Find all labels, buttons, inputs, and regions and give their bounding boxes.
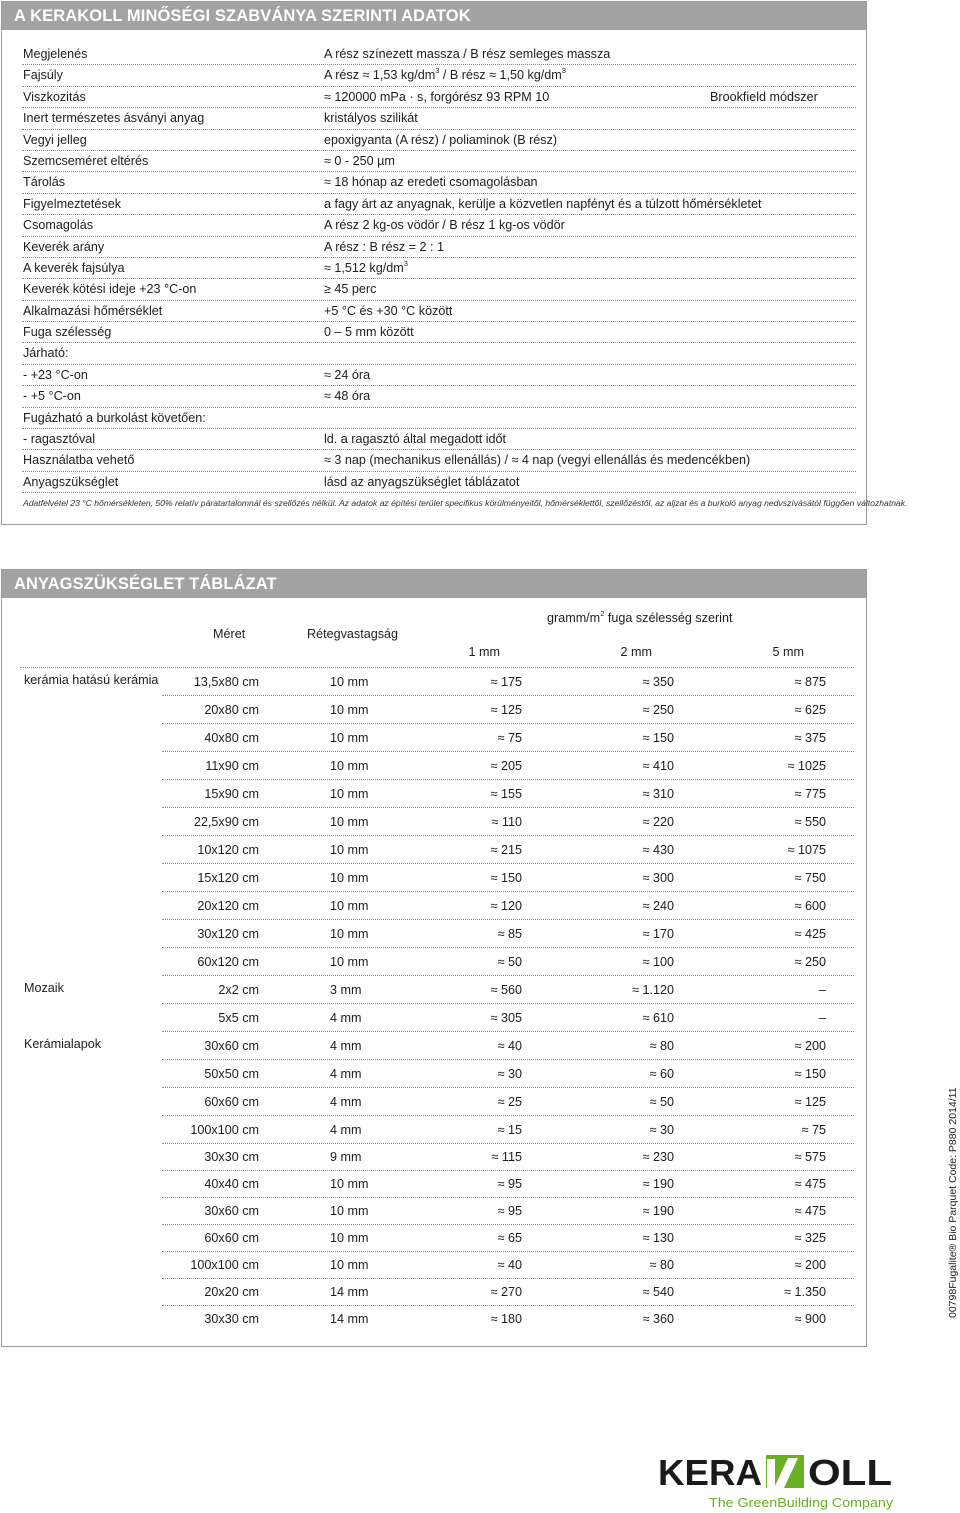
table-row-thickness: 10 mm [330,927,369,941]
consumption-table-title: ANYAGSZÜKSÉGLET TÁBLÁZAT [2,570,866,598]
table-row-value-5mm: ≈ 475 [794,1177,826,1191]
data-row-value: ≈ 120000 mPa · s, forgórész 93 RPM 10 [324,89,550,104]
data-row-label: A keverék fajsúlya [23,260,125,275]
table-row-size: 30x60 cm [204,1204,259,1218]
table-row-size: 60x120 cm [197,955,259,969]
table-row-size: 2x2 cm [218,983,259,997]
table-row-thickness: 14 mm [330,1312,369,1326]
table-row-size: 40x80 cm [204,731,259,745]
table-row-size: 100x100 cm [190,1258,259,1272]
col-header-2mm: 2 mm [620,645,652,659]
table-row-value-1mm: ≈ 270 [490,1285,522,1299]
table-row [2,1143,866,1171]
table-row-value-2mm: ≈ 60 [649,1067,674,1081]
table-row-value-5mm: ≈ 200 [794,1258,826,1272]
data-row-label: Vegyi jelleg [23,132,87,147]
data-row-label: Alkalmazási hőmérséklet [23,303,163,318]
data-row [22,258,856,279]
table-row-value-2mm: ≈ 310 [642,787,674,801]
technical-data-section [1,1,908,525]
table-row [2,752,866,780]
data-row-label: Járható: [23,346,69,361]
table-row-value-1mm: ≈ 40 [497,1258,522,1272]
table-row-thickness: 10 mm [330,759,369,773]
table-row [2,920,866,948]
table-row-value-2mm: ≈ 150 [642,731,674,745]
table-row-value-1mm: ≈ 85 [497,927,522,941]
table-row-value-1mm: ≈ 175 [490,675,522,689]
table-row-value-1mm: ≈ 205 [490,759,522,773]
data-row-value: ≥ 45 perc [324,282,377,297]
data-row-value: kristályos szilikát [324,111,418,126]
data-row [22,44,856,65]
table-row-value-2mm: ≈ 1.120 [632,983,674,997]
data-row-value: A rész ≈ 1,53 $kg/dm^3$ / B rész ≈ 1,50 $kg/dm^3$ [324,66,566,83]
table-row [2,864,866,892]
table-row-value-5mm: – [818,983,826,997]
table-row-value-5mm: ≈ 250 [794,955,826,969]
data-row-label: Inert természetes ásványi anyag [23,111,205,126]
svg-text:KERA: KERA [658,1455,762,1493]
table-row-thickness: 10 mm [330,787,369,801]
table-row-thickness: 4 mm [330,1123,362,1137]
technical-data-list [22,44,856,493]
table-row [2,948,866,976]
data-row-label: Keverék arány [23,239,105,254]
table-row-value-5mm: ≈ 125 [794,1095,826,1109]
data-row-label: Fugázható a burkolást követően: [23,410,206,425]
data-row-label: Tárolás [23,175,65,190]
data-row-value: lásd az anyagszükséglet táblázatot [324,474,520,489]
data-row [22,343,856,364]
table-row-value-5mm: – [818,1011,826,1025]
data-row [22,237,856,258]
table-row-thickness: 10 mm [330,1231,369,1245]
data-row [22,450,856,471]
col-header-group-sup: 2 [600,609,605,618]
table-row-value-2mm: ≈ 610 [642,1011,674,1025]
table-row-value-1mm: ≈ 95 [497,1204,522,1218]
col-header-thickness: Rétegvastagság [307,627,399,641]
table-row-size: 60x60 cm [204,1095,259,1109]
table-row-value-1mm: ≈ 305 [490,1011,522,1025]
table-row-value-2mm: ≈ 220 [642,815,674,829]
table-row-value-5mm: ≈ 875 [794,675,826,689]
table-row-value-5mm: ≈ 625 [794,703,826,717]
table-row-value-2mm: ≈ 360 [642,1312,674,1326]
data-row-label: Keverék kötési ideje +23 °C-on [23,282,197,297]
data-row [22,108,856,129]
table-row-value-2mm: ≈ 250 [642,703,674,717]
data-row-label: Fajsúly [23,68,63,83]
table-row-value-1mm: ≈ 95 [497,1177,522,1191]
data-row [22,194,856,215]
data-row-label: - ragasztóval [23,432,96,447]
data-row [22,130,856,151]
table-row-value-2mm: ≈ 350 [642,675,674,689]
table-row-thickness: 10 mm [330,871,369,885]
table-row-thickness: 4 mm [330,1067,362,1081]
data-row [22,279,856,300]
table-row-value-1mm: ≈ 150 [490,871,522,885]
data-row-label: Csomagolás [23,218,93,233]
table-row-value-2mm: ≈ 540 [642,1285,674,1299]
table-row-thickness: 3 mm [330,983,362,997]
col-header-group-suffix: fuga szélesség szerint [604,611,733,625]
data-row [22,408,856,429]
table-row-value-5mm: ≈ 1025 [787,759,826,773]
table-row-value-5mm: ≈ 600 [794,899,826,913]
table-row-value-1mm: ≈ 40 [497,1039,522,1053]
data-row-label: Viszkozitás [23,89,86,104]
table-row-size: 50x50 cm [204,1067,259,1081]
table-row-value-5mm: ≈ 375 [794,731,826,745]
data-row-value: A rész 2 kg-os vödör / B rész 1 kg-os vödör [324,218,565,233]
data-row-label: Fuga szélesség [23,325,112,340]
kerakoll-logo-graphic [656,1455,894,1511]
data-row-label: Használatba vehető [23,453,135,468]
table-row-value-5mm: ≈ 775 [794,787,826,801]
data-row [22,322,856,343]
data-row [22,365,856,386]
table-row-value-1mm: ≈ 215 [490,843,522,857]
data-row-value: ≈ 18 hónap az eredeti csomagolásban [324,175,538,190]
table-row [2,1088,866,1116]
table-row-value-1mm: ≈ 65 [497,1231,522,1245]
table-row [2,1170,866,1198]
table-row-size: 10x120 cm [197,843,259,857]
table-row-size: 20x80 cm [204,703,259,717]
table-row-value-2mm: ≈ 430 [642,843,674,857]
table-row [2,696,866,724]
data-row-label: Megjelenés [23,47,88,61]
col-header-group-prefix: gramm/m [547,611,601,625]
table-row-value-5mm: ≈ 425 [794,927,826,941]
table-row-value-2mm: ≈ 100 [642,955,674,969]
table-row-size: 20x120 cm [197,899,259,913]
technical-data-note: Adatfelvétel 23 °C hőmérsékleten, 50% relatív páratartalomnál és szellőzés nélkül. Az adatok az építési terület specifikus körülményeitől, hőmérséklettől, szellőzéstől, az aljzat és a burkoló anyag nedvszívásától függően változhatnak. [23,498,908,508]
table-row-value-5mm: ≈ 900 [794,1312,826,1326]
table-row-thickness: 10 mm [330,1177,369,1191]
table-row-value-2mm: ≈ 130 [642,1231,674,1245]
data-row-value: ≈ 48 óra [324,389,371,404]
col-header-1mm: 1 mm [468,645,500,659]
table-row-size: 5x5 cm [218,1011,259,1025]
table-row-value-1mm: ≈ 30 [497,1067,522,1081]
table-row-value-1mm: ≈ 155 [490,787,522,801]
table-row-value-2mm: ≈ 170 [642,927,674,941]
table-row-thickness: 14 mm [330,1285,369,1299]
data-row [22,172,856,193]
table-row-category: Kerámialapok [24,1037,102,1051]
table-row-value-1mm: ≈ 50 [497,955,522,969]
table-row [2,1278,866,1306]
table-row-size: 30x30 cm [204,1312,259,1326]
table-row [2,724,866,752]
table-row [2,892,866,920]
table-row-thickness: 4 mm [330,1095,362,1109]
table-row-value-1mm: ≈ 75 [497,731,522,745]
data-row-label: - +23 °C-on [23,367,88,382]
table-row [2,1060,866,1088]
data-row-label: Anyagszükséglet [23,474,119,489]
table-row-value-5mm: ≈ 200 [794,1039,826,1053]
table-row-value-1mm: ≈ 15 [497,1123,522,1137]
table-row-category: Mozaik [24,981,64,995]
data-row-value: epoxigyanta (A rész) / poliaminok (B rész) [324,132,558,147]
table-row [2,1116,866,1144]
data-row-value: ≈ 3 nap (mechanikus ellenállás) / ≈ 4 nap (vegyi ellenállás és medencékben) [324,453,751,468]
table-row-value-2mm: ≈ 410 [642,759,674,773]
data-row [22,472,856,493]
table-row-value-2mm: ≈ 80 [649,1039,674,1053]
table-row-value-1mm: ≈ 120 [490,899,522,913]
data-row-extra: Brookfield módszer [710,89,818,104]
data-row [22,151,856,172]
table-row-value-5mm: ≈ 575 [794,1150,826,1164]
table-row-value-1mm: ≈ 115 [491,1150,522,1164]
table-row-value-1mm: ≈ 110 [491,815,522,829]
data-row-value: A rész színezett massza / B rész semleges massza [324,47,611,61]
data-row-value: a fagy árt az anyagnak, kerülje a közvetlen napfényt és a túlzott hőmérsékletet [324,196,762,211]
technical-data-title: A KERAKOLL MINŐSÉGI SZABVÁNYA SZERINTI ADATOK [2,2,866,30]
table-row [2,780,866,808]
data-row-value: A rész : B rész = 2 : 1 [324,239,445,254]
table-row [2,668,866,696]
table-row-value-2mm: ≈ 300 [642,871,674,885]
table-row [2,976,866,1004]
col-header-5mm: 5 mm [772,645,804,659]
table-row-thickness: 10 mm [330,1204,369,1218]
table-row-size: 30x30 cm [204,1150,259,1164]
table-row [2,1305,866,1333]
kerakoll-logo [656,1455,894,1511]
table-row [2,1032,866,1060]
data-row-value: ≈ 0 - 250 µm [324,153,395,168]
table-row [2,1197,866,1225]
data-row [22,215,856,236]
table-row-value-2mm: ≈ 80 [649,1258,674,1272]
table-row-value-2mm: ≈ 190 [642,1177,674,1191]
table-row-value-5mm: ≈ 150 [794,1067,826,1081]
data-row-value: 0 – 5 mm között [324,325,414,340]
table-row-thickness: 10 mm [330,703,369,717]
table-row-size: 100x100 cm [190,1123,259,1137]
col-header-size: Méret [213,627,246,641]
table-row-thickness: 10 mm [330,899,369,913]
table-row-thickness: 10 mm [330,815,369,829]
data-row [22,65,856,86]
product-code: 00798Fugalite® Bio Parquet Code: P880 2014/11 [947,1087,959,1318]
table-row [2,1004,866,1032]
table-row-value-1mm: ≈ 180 [490,1312,522,1326]
table-row-size: 20x20 cm [204,1285,259,1299]
data-row [22,386,856,407]
data-row-value: ld. a ragasztó által megadott időt [324,432,507,447]
data-row-label: Figyelmeztetések [23,196,121,211]
table-row-thickness: 4 mm [330,1039,362,1053]
table-row-thickness: 10 mm [330,843,369,857]
table-row-size: 15x90 cm [204,787,259,801]
table-row-size: 15x120 cm [197,871,259,885]
data-row-label: Szemcseméret eltérés [23,153,149,168]
table-row-thickness: 10 mm [330,731,369,745]
data-row-value: +5 °C és +30 °C között [324,303,453,318]
table-row-value-1mm: ≈ 25 [497,1095,522,1109]
svg-text:OLL: OLL [808,1455,892,1493]
table-row-thickness: 10 mm [330,675,369,689]
table-row-size: 30x120 cm [197,927,259,941]
table-row-size: 11x90 cm [205,759,259,773]
table-row-size: 22,5x90 cm [193,815,259,829]
data-row-label: - +5 °C-on [23,389,81,404]
table-row-thickness: 10 mm [330,955,369,969]
table-row-value-5mm: ≈ 75 [801,1123,826,1137]
table-row-size: 30x60 cm [204,1039,259,1053]
table-row-value-2mm: ≈ 50 [649,1095,674,1109]
table-row-value-5mm: ≈ 475 [794,1204,826,1218]
table-row-value-5mm: ≈ 325 [794,1231,826,1245]
table-row [2,1251,866,1279]
table-row-value-2mm: ≈ 30 [649,1123,674,1137]
table-row-value-5mm: ≈ 1075 [787,843,826,857]
data-row [22,87,856,108]
table-row-thickness: 9 mm [330,1150,362,1164]
table-row-thickness: 4 mm [330,1011,362,1025]
consumption-table-section [1,569,867,1347]
table-row [2,836,866,864]
table-row [2,1224,866,1252]
table-row-value-5mm: ≈ 1.350 [784,1285,826,1299]
data-row [22,429,856,450]
table-row-thickness: 10 mm [330,1258,369,1272]
table-row-size: 60x60 cm [204,1231,259,1245]
table-row-category: kerámia hatású kerámia [24,673,159,687]
table-row-value-1mm: ≈ 560 [490,983,522,997]
table-row-value-2mm: ≈ 230 [642,1150,674,1164]
table-row [2,808,866,836]
data-row-value: ≈ 1,512 $kg/dm^3$ [324,258,408,275]
table-row-value-5mm: ≈ 750 [794,871,826,885]
table-row-value-1mm: ≈ 125 [490,703,522,717]
col-header-group [547,611,732,625]
table-row-value-2mm: ≈ 240 [642,899,674,913]
table-row-value-2mm: ≈ 190 [642,1204,674,1218]
svg-text:The GreenBuilding Company: The GreenBuilding Company [709,1495,894,1510]
table-row-size: 13,5x80 cm [193,675,259,689]
table-row-size: 40x40 cm [204,1177,259,1191]
table-row-value-5mm: ≈ 550 [794,815,826,829]
data-row-value: ≈ 24 óra [324,367,371,382]
data-row [22,301,856,322]
